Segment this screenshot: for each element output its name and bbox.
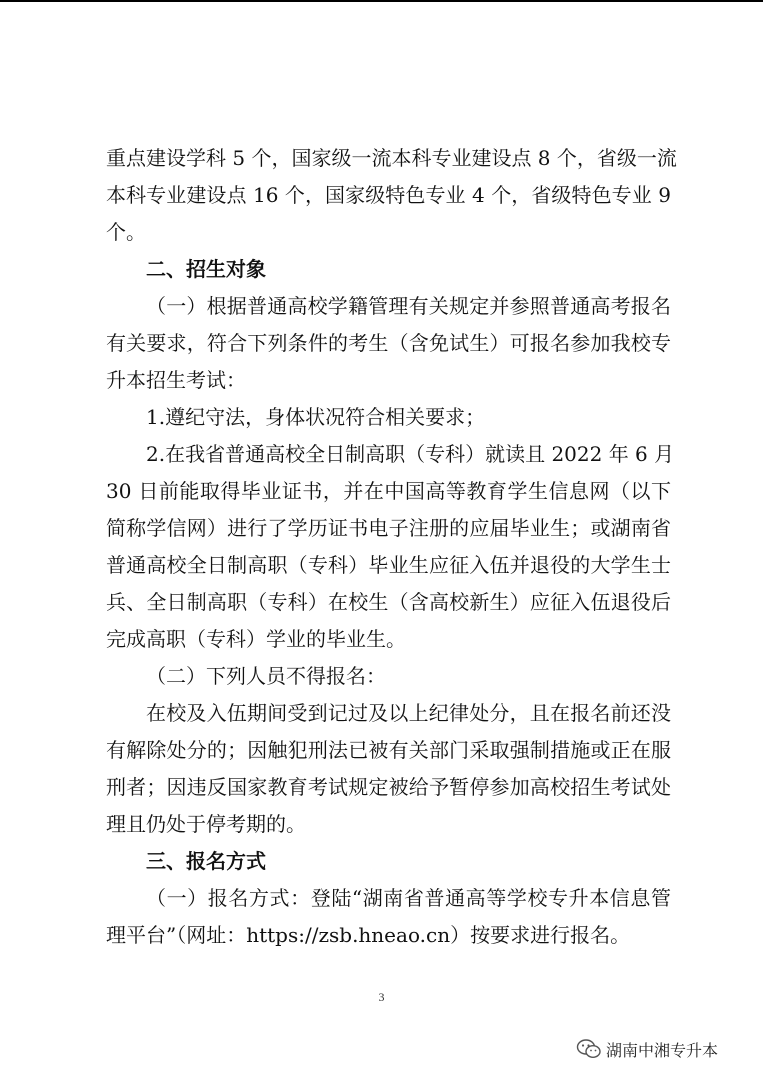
- body-line: （二）下列人员不得报名：: [146, 664, 386, 688]
- body-line: 升本招生考试：: [106, 368, 246, 392]
- section-heading: 二、招生对象: [146, 257, 266, 281]
- list-item: 2.在我省普通高校全日制高职（专科）就读且 2022 年 6 月: [146, 442, 675, 466]
- body-line: 有解除处分的；因触犯刑法已被有关部门采取强制措施或正在服: [106, 738, 671, 762]
- body-line: （一）报名方式：登陆“湖南省普通高等学校专升本信息管: [146, 886, 671, 910]
- page-number: 3: [378, 990, 385, 1004]
- body-line: 兵、全日制高职（专科）在校生（含高校新生）应征入伍退役后: [106, 590, 671, 614]
- section-heading: 三、报名方式: [146, 849, 266, 873]
- body-line: 简称学信网）进行了学历证书电子注册的应届毕业生；或湖南省: [106, 516, 671, 540]
- body-line: 本科专业建设点 16 个，国家级特色专业 4 个，省级特色专业 9: [106, 183, 671, 207]
- body-line: 理且仍处于停考期的。: [106, 812, 306, 836]
- wechat-icon: [576, 1038, 602, 1060]
- body-line: 个。: [106, 220, 146, 244]
- body-line: 完成高职（专科）学业的毕业生。: [106, 627, 406, 651]
- body-line: 普通高校全日制高职（专科）毕业生应征入伍并退役的大学生士: [106, 553, 671, 577]
- list-item: 1.遵纪守法，身体状况符合相关要求；: [146, 405, 486, 429]
- body-line: 重点建设学科 5 个，国家级一流本科专业建设点 8 个，省级一流: [106, 146, 677, 170]
- body-line: 理平台”（网址：https://zsb.hneao.cn）按要求进行报名。: [106, 923, 631, 947]
- body-line: 在校及入伍期间受到记过及以上纪律处分，且在报名前还没: [146, 701, 671, 725]
- body-line: 30 日前能取得毕业证书，并在中国高等教育学生信息网（以下: [106, 479, 671, 503]
- body-line: 有关要求，符合下列条件的考生（含免试生）可报名参加我校专: [106, 331, 671, 355]
- body-line: （一）根据普通高校学籍管理有关规定并参照普通高考报名: [146, 294, 671, 318]
- watermark: [576, 1037, 718, 1061]
- watermark-text: 湖南中湘专升本: [606, 1040, 719, 1060]
- body-line: 刑者；因违反国家教育考试规定被给予暂停参加高校招生考试处: [106, 775, 671, 799]
